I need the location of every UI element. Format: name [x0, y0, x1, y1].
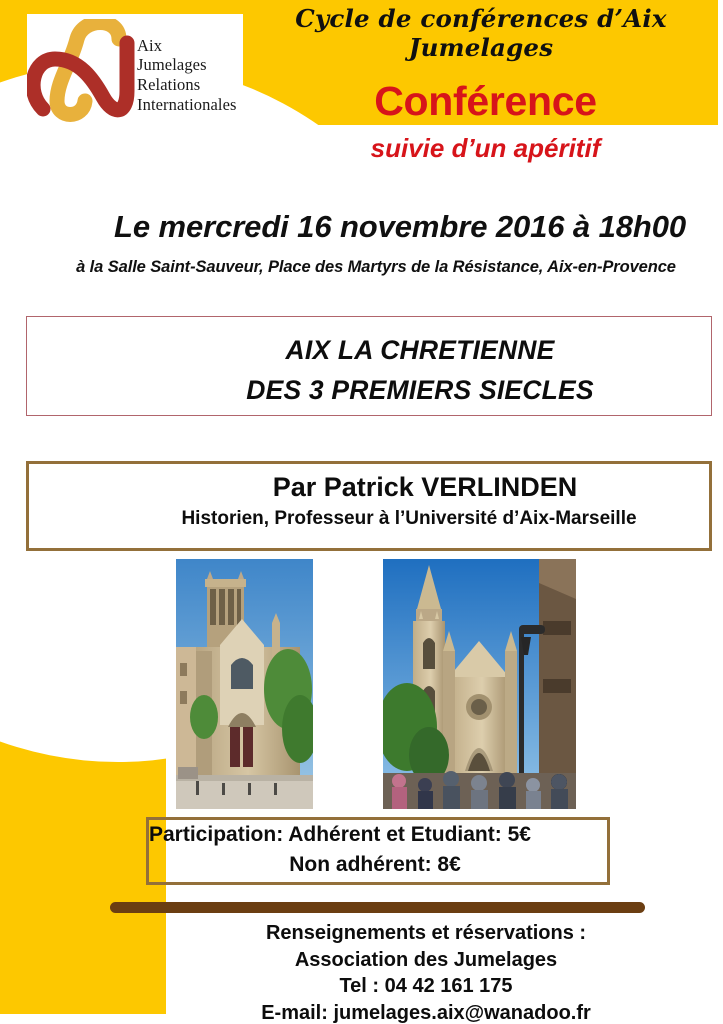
- event-date: Le mercredi 16 novembre 2016 à 18h00: [114, 209, 686, 244]
- event-place: à la Salle Saint-Sauveur, Place des Martyrs de la Résistance, Aix-en-Provence: [76, 258, 676, 276]
- photo-strip: [176, 559, 576, 809]
- footer-telephone: Tel : 04 42 161 175: [339, 975, 513, 998]
- logo-line-4: Internationales: [137, 94, 237, 114]
- logo-line-1: Aix: [137, 35, 163, 55]
- subject-line-2: DES 3 PREMIERS SIECLES: [246, 375, 594, 406]
- cycle-heading: Cycle de conférences d’Aix Jumelages: [295, 4, 667, 62]
- logo: [27, 14, 243, 136]
- logo-wordmark: [135, 36, 243, 115]
- photo-cathedrale-saint-sauveur: [176, 559, 313, 809]
- brown-divider-rule: [110, 902, 645, 913]
- participation-line-2: Non adhérent: 8€: [289, 853, 461, 876]
- speaker-name: Par Patrick VERLINDEN: [272, 472, 578, 502]
- footer-email: E-mail: jumelages.aix@wanadoo.fr: [261, 1001, 591, 1024]
- participation-line-1: Participation: Adhérent et Etudiant: 5€: [149, 823, 531, 846]
- footer-association: Association des Jumelages: [294, 948, 558, 971]
- logo-line-3: Relations: [137, 75, 201, 94]
- aperitif-subheading: suivie d’un apéritif: [370, 133, 601, 163]
- right-margin: [718, 0, 723, 1024]
- footer-info: Renseignements et réservations :: [265, 922, 587, 944]
- logo-line-2: Jumelages: [137, 55, 207, 75]
- conference-heading: Conférence: [374, 78, 597, 124]
- subject-title: [140, 330, 700, 411]
- photo-eglise-saint-jean-de-malte: [383, 559, 576, 809]
- subject-line-1: AIX LA CHRETIENNE: [285, 335, 555, 365]
- footer-contact: [166, 920, 686, 1024]
- logo-loops-icon: [27, 19, 135, 131]
- speaker-role: Historien, Professeur à l’Université d’Aix-Marseille: [181, 508, 637, 529]
